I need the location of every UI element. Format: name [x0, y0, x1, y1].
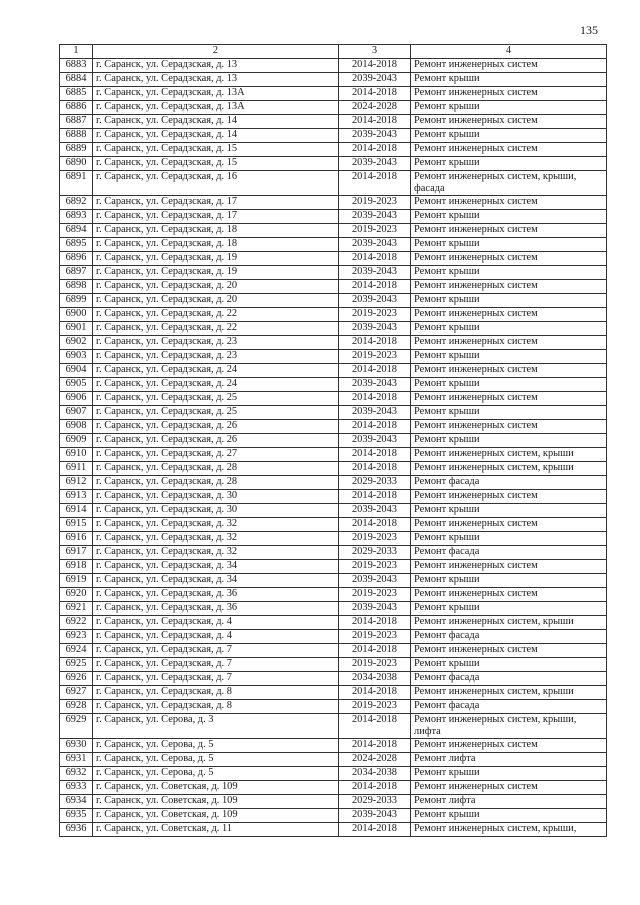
cell-address: г. Саранск, ул. Серадзская, д. 19: [93, 252, 339, 266]
table-header-row: [60, 45, 607, 59]
cell-period: 2039-2043: [339, 322, 411, 336]
cell-address: г. Саранск, ул. Серадзская, д. 13: [93, 59, 339, 73]
cell-period: 2014-2018: [339, 336, 411, 350]
table-row: [60, 364, 607, 378]
cell-work-type: Ремонт инженерных систем, крыши, лифта: [411, 714, 607, 739]
cell-period: 2039-2043: [339, 210, 411, 224]
cell-period: 2014-2018: [339, 59, 411, 73]
cell-address: г. Саранск, ул. Серадзская, д. 13: [93, 73, 339, 87]
cell-period: 2039-2043: [339, 809, 411, 823]
table-row: [60, 588, 607, 602]
cell-address: г. Саранск, ул. Серова, д. 5: [93, 767, 339, 781]
table-row: [60, 378, 607, 392]
cell-row-number: 6903: [60, 350, 93, 364]
cell-period: 2029-2033: [339, 795, 411, 809]
table-row: [60, 658, 607, 672]
cell-row-number: 6913: [60, 490, 93, 504]
table-row: [60, 434, 607, 448]
cell-period: 2029-2033: [339, 476, 411, 490]
table-row: [60, 448, 607, 462]
cell-row-number: 6895: [60, 238, 93, 252]
cell-work-type: Ремонт инженерных систем, крыши: [411, 448, 607, 462]
cell-address: г. Саранск, ул. Советская, д. 109: [93, 809, 339, 823]
table-row: [60, 420, 607, 434]
cell-row-number: 6902: [60, 336, 93, 350]
cell-work-type: Ремонт инженерных систем: [411, 739, 607, 753]
cell-period: 2019-2023: [339, 630, 411, 644]
cell-work-type: Ремонт инженерных систем: [411, 336, 607, 350]
table-row: [60, 210, 607, 224]
table-row: [60, 560, 607, 574]
cell-address: г. Саранск, ул. Советская, д. 109: [93, 795, 339, 809]
cell-period: 2039-2043: [339, 238, 411, 252]
cell-row-number: 6917: [60, 546, 93, 560]
cell-row-number: 6908: [60, 420, 93, 434]
cell-row-number: 6926: [60, 672, 93, 686]
table-row: [60, 739, 607, 753]
cell-address: г. Саранск, ул. Серадзская, д. 8: [93, 700, 339, 714]
table-row: [60, 157, 607, 171]
cell-address: г. Саранск, ул. Серадзская, д. 24: [93, 364, 339, 378]
cell-row-number: 6889: [60, 143, 93, 157]
cell-work-type: Ремонт инженерных систем: [411, 420, 607, 434]
cell-row-number: 6884: [60, 73, 93, 87]
table-row: [60, 462, 607, 476]
cell-work-type: Ремонт крыши: [411, 406, 607, 420]
cell-period: 2039-2043: [339, 504, 411, 518]
cell-work-type: Ремонт инженерных систем: [411, 308, 607, 322]
cell-row-number: 6922: [60, 616, 93, 630]
table-row: [60, 266, 607, 280]
table-row: [60, 823, 607, 837]
cell-work-type: Ремонт крыши: [411, 434, 607, 448]
header-col-3: 3: [339, 45, 411, 59]
cell-period: 2019-2023: [339, 658, 411, 672]
cell-period: 2039-2043: [339, 406, 411, 420]
table-row: [60, 546, 607, 560]
cell-period: 2039-2043: [339, 378, 411, 392]
cell-address: г. Саранск, ул. Серадзская, д. 36: [93, 588, 339, 602]
cell-period: 2024-2028: [339, 753, 411, 767]
cell-period: 2019-2023: [339, 532, 411, 546]
cell-address: г. Саранск, ул. Серадзская, д. 36: [93, 602, 339, 616]
cell-address: г. Саранск, ул. Серадзская, д. 32: [93, 532, 339, 546]
cell-row-number: 6911: [60, 462, 93, 476]
cell-row-number: 6935: [60, 809, 93, 823]
cell-work-type: Ремонт крыши: [411, 73, 607, 87]
cell-work-type: Ремонт лифта: [411, 753, 607, 767]
cell-address: г. Саранск, ул. Серадзская, д. 30: [93, 490, 339, 504]
cell-work-type: Ремонт крыши: [411, 101, 607, 115]
cell-address: г. Саранск, ул. Серова, д. 3: [93, 714, 339, 739]
cell-address: г. Саранск, ул. Серадзская, д. 8: [93, 686, 339, 700]
cell-work-type: Ремонт крыши: [411, 266, 607, 280]
cell-period: 2019-2023: [339, 350, 411, 364]
cell-row-number: 6933: [60, 781, 93, 795]
cell-work-type: Ремонт крыши: [411, 350, 607, 364]
cell-address: г. Саранск, ул. Серадзская, д. 4: [93, 616, 339, 630]
table-row: [60, 574, 607, 588]
cell-period: 2014-2018: [339, 252, 411, 266]
cell-work-type: Ремонт инженерных систем, крыши: [411, 686, 607, 700]
cell-row-number: 6921: [60, 602, 93, 616]
cell-work-type: Ремонт инженерных систем: [411, 115, 607, 129]
table-row: [60, 809, 607, 823]
cell-work-type: Ремонт крыши: [411, 532, 607, 546]
cell-row-number: 6914: [60, 504, 93, 518]
cell-address: г. Саранск, ул. Серадзская, д. 34: [93, 574, 339, 588]
cell-row-number: 6920: [60, 588, 93, 602]
cell-work-type: Ремонт крыши: [411, 504, 607, 518]
cell-work-type: Ремонт фасада: [411, 476, 607, 490]
table-row: [60, 602, 607, 616]
table-row: [60, 171, 607, 196]
cell-work-type: Ремонт инженерных систем: [411, 518, 607, 532]
cell-period: 2014-2018: [339, 171, 411, 196]
table-row: [60, 616, 607, 630]
table-row: [60, 406, 607, 420]
cell-address: г. Саранск, ул. Серадзская, д. 13А: [93, 101, 339, 115]
cell-work-type: Ремонт крыши: [411, 129, 607, 143]
cell-address: г. Саранск, ул. Серадзская, д. 26: [93, 434, 339, 448]
cell-row-number: 6925: [60, 658, 93, 672]
cell-period: 2019-2023: [339, 308, 411, 322]
cell-period: 2039-2043: [339, 73, 411, 87]
table-row: [60, 504, 607, 518]
table-row: [60, 143, 607, 157]
cell-work-type: Ремонт инженерных систем: [411, 143, 607, 157]
cell-period: 2039-2043: [339, 157, 411, 171]
table-row: [60, 322, 607, 336]
table-row: [60, 87, 607, 101]
cell-work-type: Ремонт инженерных систем: [411, 644, 607, 658]
cell-work-type: Ремонт инженерных систем: [411, 588, 607, 602]
cell-period: 2034-2038: [339, 672, 411, 686]
cell-row-number: 6888: [60, 129, 93, 143]
table-row: [60, 476, 607, 490]
cell-row-number: 6909: [60, 434, 93, 448]
cell-row-number: 6896: [60, 252, 93, 266]
cell-work-type: Ремонт инженерных систем, крыши,: [411, 823, 607, 837]
cell-work-type: Ремонт инженерных систем, крыши: [411, 616, 607, 630]
cell-work-type: Ремонт инженерных систем: [411, 87, 607, 101]
table-row: [60, 59, 607, 73]
cell-period: 2019-2023: [339, 588, 411, 602]
cell-period: 2039-2043: [339, 574, 411, 588]
cell-address: г. Саранск, ул. Серадзская, д. 15: [93, 157, 339, 171]
header-col-1: 1: [60, 45, 93, 59]
table-row: [60, 238, 607, 252]
cell-period: 2034-2038: [339, 767, 411, 781]
cell-work-type: Ремонт крыши: [411, 157, 607, 171]
table-row: [60, 101, 607, 115]
cell-row-number: 6910: [60, 448, 93, 462]
table-row: [60, 252, 607, 266]
cell-address: г. Саранск, ул. Серадзская, д. 32: [93, 518, 339, 532]
cell-work-type: Ремонт крыши: [411, 238, 607, 252]
cell-period: 2014-2018: [339, 518, 411, 532]
cell-work-type: Ремонт крыши: [411, 210, 607, 224]
cell-period: 2039-2043: [339, 129, 411, 143]
table-row: [60, 490, 607, 504]
table-row: [60, 753, 607, 767]
cell-address: г. Саранск, ул. Серадзская, д. 34: [93, 560, 339, 574]
cell-period: 2039-2043: [339, 602, 411, 616]
cell-period: 2019-2023: [339, 700, 411, 714]
cell-period: 2014-2018: [339, 448, 411, 462]
cell-row-number: 6930: [60, 739, 93, 753]
cell-period: 2014-2018: [339, 280, 411, 294]
table-row: [60, 308, 607, 322]
cell-row-number: 6891: [60, 171, 93, 196]
cell-work-type: Ремонт крыши: [411, 574, 607, 588]
cell-period: 2014-2018: [339, 87, 411, 101]
cell-period: 2014-2018: [339, 115, 411, 129]
cell-address: г. Саранск, ул. Серова, д. 5: [93, 739, 339, 753]
cell-address: г. Саранск, ул. Серадзская, д. 7: [93, 644, 339, 658]
table-row: [60, 280, 607, 294]
cell-address: г. Саранск, ул. Серадзская, д. 13А: [93, 87, 339, 101]
cell-period: 2014-2018: [339, 490, 411, 504]
cell-work-type: Ремонт фасада: [411, 630, 607, 644]
table-row: [60, 115, 607, 129]
cell-row-number: 6883: [60, 59, 93, 73]
cell-address: г. Саранск, ул. Серадзская, д. 28: [93, 462, 339, 476]
cell-period: 2014-2018: [339, 364, 411, 378]
cell-row-number: 6929: [60, 714, 93, 739]
table-row: [60, 767, 607, 781]
table-row: [60, 336, 607, 350]
cell-work-type: Ремонт инженерных систем: [411, 490, 607, 504]
cell-row-number: 6898: [60, 280, 93, 294]
table-row: [60, 224, 607, 238]
cell-address: г. Саранск, ул. Серадзская, д. 17: [93, 210, 339, 224]
cell-address: г. Саранск, ул. Серадзская, д. 30: [93, 504, 339, 518]
cell-row-number: 6928: [60, 700, 93, 714]
table-row: [60, 714, 607, 739]
cell-address: г. Саранск, ул. Серадзская, д. 14: [93, 115, 339, 129]
cell-work-type: Ремонт инженерных систем: [411, 196, 607, 210]
cell-row-number: 6918: [60, 560, 93, 574]
register-table: [59, 44, 607, 837]
cell-period: 2014-2018: [339, 714, 411, 739]
cell-period: 2039-2043: [339, 266, 411, 280]
cell-address: г. Саранск, ул. Советская, д. 109: [93, 781, 339, 795]
cell-period: 2014-2018: [339, 644, 411, 658]
table-row: [60, 644, 607, 658]
cell-address: г. Саранск, ул. Серадзская, д. 22: [93, 322, 339, 336]
page-number: 135: [580, 23, 598, 37]
cell-work-type: Ремонт крыши: [411, 294, 607, 308]
cell-work-type: Ремонт крыши: [411, 322, 607, 336]
table-row: [60, 350, 607, 364]
cell-period: 2014-2018: [339, 392, 411, 406]
cell-work-type: Ремонт инженерных систем, крыши, фасада: [411, 171, 607, 196]
cell-work-type: Ремонт инженерных систем: [411, 224, 607, 238]
cell-row-number: 6919: [60, 574, 93, 588]
cell-address: г. Саранск, ул. Серадзская, д. 4: [93, 630, 339, 644]
cell-row-number: 6892: [60, 196, 93, 210]
cell-work-type: Ремонт крыши: [411, 767, 607, 781]
cell-row-number: 6932: [60, 767, 93, 781]
cell-address: г. Саранск, ул. Серадзская, д. 20: [93, 280, 339, 294]
cell-row-number: 6924: [60, 644, 93, 658]
table-row: [60, 73, 607, 87]
cell-work-type: Ремонт инженерных систем: [411, 364, 607, 378]
cell-row-number: 6885: [60, 87, 93, 101]
cell-address: г. Саранск, ул. Серадзская, д. 23: [93, 350, 339, 364]
cell-row-number: 6912: [60, 476, 93, 490]
cell-work-type: Ремонт инженерных систем: [411, 392, 607, 406]
cell-address: г. Саранск, ул. Серадзская, д. 22: [93, 308, 339, 322]
cell-period: 2014-2018: [339, 739, 411, 753]
cell-period: 2019-2023: [339, 224, 411, 238]
table-row: [60, 294, 607, 308]
cell-row-number: 6906: [60, 392, 93, 406]
cell-address: г. Саранск, ул. Серадзская, д. 7: [93, 672, 339, 686]
cell-period: 2019-2023: [339, 196, 411, 210]
cell-work-type: Ремонт фасада: [411, 546, 607, 560]
cell-address: г. Саранск, ул. Серадзская, д. 24: [93, 378, 339, 392]
cell-period: 2039-2043: [339, 294, 411, 308]
cell-period: 2014-2018: [339, 420, 411, 434]
cell-row-number: 6923: [60, 630, 93, 644]
cell-row-number: 6901: [60, 322, 93, 336]
header-col-2: 2: [93, 45, 339, 59]
table-body: [60, 59, 607, 837]
table-row: [60, 532, 607, 546]
cell-work-type: Ремонт инженерных систем: [411, 560, 607, 574]
cell-address: г. Саранск, ул. Серадзская, д. 32: [93, 546, 339, 560]
cell-work-type: Ремонт крыши: [411, 378, 607, 392]
cell-period: 2029-2033: [339, 546, 411, 560]
cell-work-type: Ремонт фасада: [411, 672, 607, 686]
cell-address: г. Саранск, ул. Серова, д. 5: [93, 753, 339, 767]
table-row: [60, 129, 607, 143]
table-row: [60, 518, 607, 532]
cell-work-type: Ремонт инженерных систем: [411, 252, 607, 266]
cell-address: г. Саранск, ул. Серадзская, д. 27: [93, 448, 339, 462]
cell-work-type: Ремонт фасада: [411, 700, 607, 714]
cell-row-number: 6927: [60, 686, 93, 700]
table-row: [60, 700, 607, 714]
cell-period: 2019-2023: [339, 560, 411, 574]
cell-row-number: 6916: [60, 532, 93, 546]
cell-row-number: 6899: [60, 294, 93, 308]
cell-work-type: Ремонт инженерных систем: [411, 781, 607, 795]
cell-address: г. Саранск, ул. Советская, д. 11: [93, 823, 339, 837]
cell-period: 2024-2028: [339, 101, 411, 115]
cell-work-type: Ремонт инженерных систем: [411, 59, 607, 73]
cell-row-number: 6886: [60, 101, 93, 115]
cell-address: г. Саранск, ул. Серадзская, д. 7: [93, 658, 339, 672]
cell-address: г. Саранск, ул. Серадзская, д. 19: [93, 266, 339, 280]
table-row: [60, 392, 607, 406]
cell-work-type: Ремонт крыши: [411, 602, 607, 616]
cell-work-type: Ремонт крыши: [411, 809, 607, 823]
cell-row-number: 6900: [60, 308, 93, 322]
cell-work-type: Ремонт инженерных систем: [411, 280, 607, 294]
cell-period: 2014-2018: [339, 616, 411, 630]
cell-row-number: 6897: [60, 266, 93, 280]
cell-work-type: Ремонт инженерных систем, крыши: [411, 462, 607, 476]
table-row: [60, 672, 607, 686]
cell-address: г. Саранск, ул. Серадзская, д. 17: [93, 196, 339, 210]
header-col-4: 4: [411, 45, 607, 59]
table-row: [60, 795, 607, 809]
table-row: [60, 630, 607, 644]
cell-row-number: 6904: [60, 364, 93, 378]
cell-period: 2014-2018: [339, 781, 411, 795]
cell-row-number: 6887: [60, 115, 93, 129]
table-row: [60, 196, 607, 210]
cell-address: г. Саранск, ул. Серадзская, д. 20: [93, 294, 339, 308]
cell-row-number: 6907: [60, 406, 93, 420]
cell-address: г. Саранск, ул. Серадзская, д. 25: [93, 406, 339, 420]
cell-period: 2014-2018: [339, 143, 411, 157]
table-row: [60, 686, 607, 700]
cell-period: 2014-2018: [339, 823, 411, 837]
cell-work-type: Ремонт крыши: [411, 658, 607, 672]
cell-address: г. Саранск, ул. Серадзская, д. 25: [93, 392, 339, 406]
cell-period: 2014-2018: [339, 462, 411, 476]
cell-row-number: 6893: [60, 210, 93, 224]
cell-row-number: 6890: [60, 157, 93, 171]
table-row: [60, 781, 607, 795]
cell-work-type: Ремонт лифта: [411, 795, 607, 809]
cell-address: г. Саранск, ул. Серадзская, д. 16: [93, 171, 339, 196]
cell-address: г. Саранск, ул. Серадзская, д. 18: [93, 224, 339, 238]
cell-row-number: 6931: [60, 753, 93, 767]
cell-row-number: 6915: [60, 518, 93, 532]
cell-address: г. Саранск, ул. Серадзская, д. 26: [93, 420, 339, 434]
cell-address: г. Саранск, ул. Серадзская, д. 15: [93, 143, 339, 157]
cell-address: г. Саранск, ул. Серадзская, д. 14: [93, 129, 339, 143]
cell-row-number: 6934: [60, 795, 93, 809]
cell-address: г. Саранск, ул. Серадзская, д. 28: [93, 476, 339, 490]
cell-address: г. Саранск, ул. Серадзская, д. 23: [93, 336, 339, 350]
cell-period: 2039-2043: [339, 434, 411, 448]
cell-row-number: 6936: [60, 823, 93, 837]
cell-row-number: 6905: [60, 378, 93, 392]
cell-row-number: 6894: [60, 224, 93, 238]
cell-address: г. Саранск, ул. Серадзская, д. 18: [93, 238, 339, 252]
cell-period: 2014-2018: [339, 686, 411, 700]
